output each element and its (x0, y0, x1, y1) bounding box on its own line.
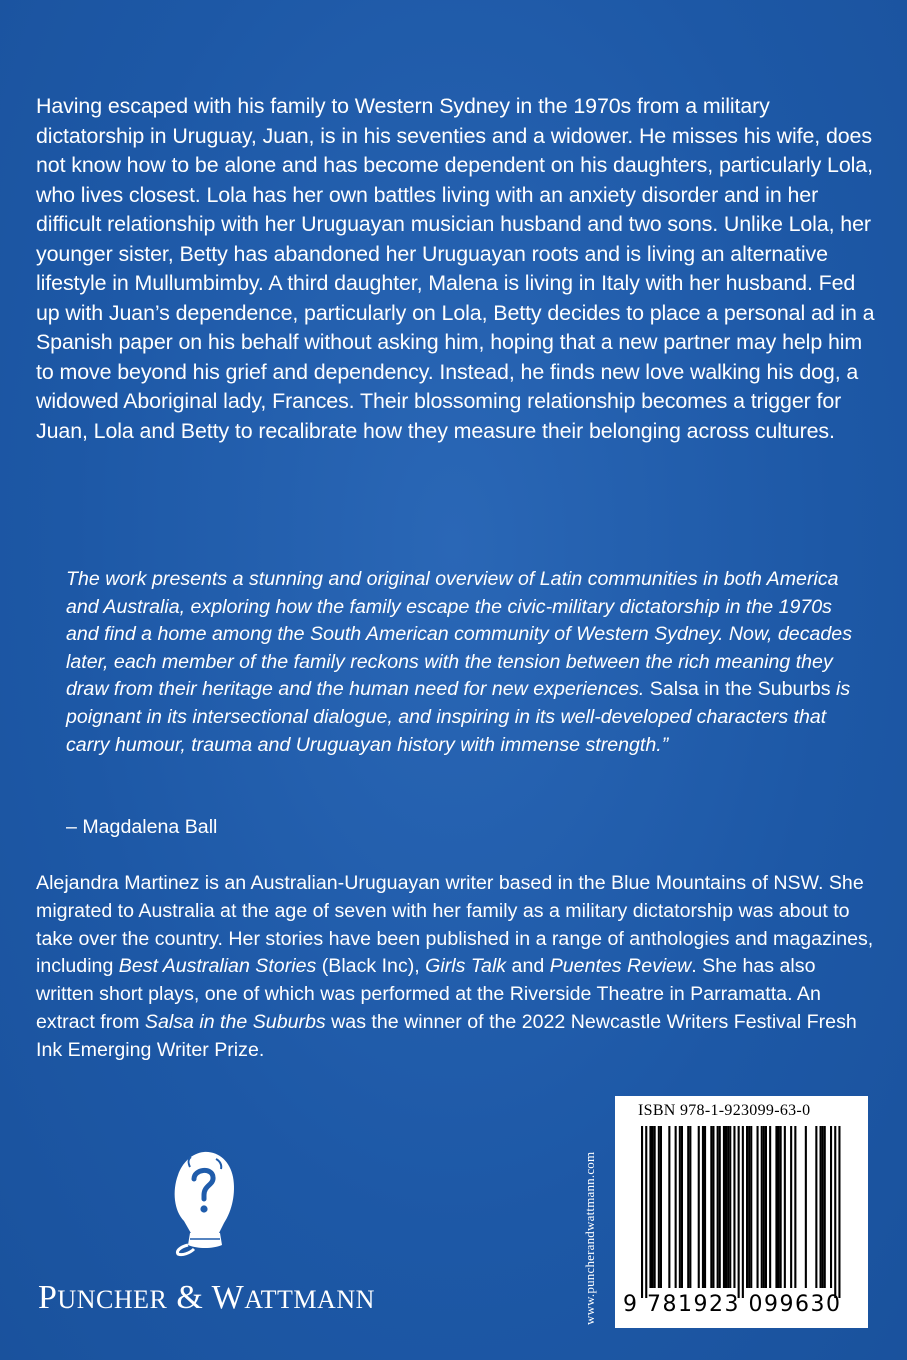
barcode-bar (750, 1126, 752, 1288)
barcode-digits: 9 781923 099630 (623, 1292, 842, 1317)
barcode-bar (834, 1126, 836, 1298)
quote-attribution: – Magdalena Ball (66, 816, 218, 838)
barcode-bar (830, 1126, 832, 1288)
barcode-bar (681, 1126, 683, 1288)
bio-title-2: Girls Talk (425, 955, 507, 978)
barcode-bar (668, 1126, 670, 1288)
bio-title-4: Salsa in the Suburbs (144, 1010, 326, 1033)
barcode-bar (727, 1126, 729, 1288)
barcode-bar (719, 1126, 721, 1288)
quote-text-1: The work presents a stunning and original overview of Latin communities in both America and Australia, exploring how the family escape the civic-military dictatorship in the 1970s and find a home among the South American community of Western Sydney. Now, decades later, each member of the family reckons with the tension between the rich meaning they draw from their heritage and the human need for new experiences. (66, 568, 852, 701)
publisher-website: www.puncherandwattmann.com (582, 1151, 597, 1325)
barcode-bar (702, 1126, 704, 1288)
barcode-bar (769, 1126, 771, 1288)
author-bio (36, 870, 876, 1065)
barcode-bar (717, 1126, 719, 1288)
bio-title-3: Puentes Review (549, 955, 692, 978)
barcode-bar (738, 1126, 740, 1298)
barcode-bar (778, 1126, 780, 1288)
bio-text-1: Alejandra Martinez is an Australian-Uruguayan writer based in the Blue Mountains of NSW. She migrated to Australia at the age of seven with her family as a military dictatorship was about to take over the country. Her stories have been published in a range of anthologies and magazines, including (36, 872, 874, 978)
quote-book-title: Salsa in the Suburbs (649, 678, 831, 701)
barcode-bar (733, 1126, 735, 1288)
quote-text-2: is poignant in its intersectional dialogue, and inspiring in its well-developed characters that carry humour, trauma and Uruguayan history with immense strength.” (66, 678, 851, 756)
bio-title-1: Best Australian Stories (118, 955, 317, 978)
bio-text-5: was the winner of the 2022 Newcastle Writers Festival Fresh Ink Emerging Writer Prize. (36, 1010, 857, 1061)
barcode-bar (675, 1126, 677, 1288)
barcode-bar (761, 1126, 763, 1288)
barcode-bar (712, 1126, 714, 1288)
barcode-bar (660, 1126, 662, 1288)
bio-text-4: . She has also written short plays, one of which was performed at the Riverside Theatre in Parramatta. An extract from (36, 955, 821, 1033)
barcode-bar (824, 1126, 826, 1288)
barcode-bar (658, 1126, 660, 1288)
barcode-bar (790, 1126, 792, 1288)
barcode-bar (784, 1126, 786, 1288)
isbn-label: ISBN 978-1-923099-63-0 (638, 1102, 811, 1119)
back-cover-blurb: Having escaped with his family to Western Sydney in the 1970s from a military dictatorship in Uruguay, Juan, is in his seventies and a widower. He misses his wife, does not know how to be alone and has become dependent on his daughters, particularly Lola, who lives closest. Lola has her own battles living with an anxiety disorder and in her difficult relationship with her Uruguayan musician husband and two sons. Unlike Lola, her younger sister, Betty has abandoned her Uruguayan roots and is living an alternative lifestyle in Mullumbimby. A third daughter, Malena is living in Italy with her husband. Fed up with Juan’s dependence, particularly on Lola, Betty decides to place a personal ad in a Spanish paper on his behalf without asking him, hoping that a new partner may help him to move beyond his grief and dependency. Instead, he finds new love walking his dog, a widowed Aboriginal lady, Frances. Their blossoming relationship becomes a trigger for Juan, Lola and Betty to recalibrate how they measure their belonging across cultures. (36, 94, 875, 443)
barcode-bar (838, 1126, 840, 1298)
barcode-bar (757, 1126, 759, 1288)
barcode-bar (689, 1126, 691, 1288)
barcode-bar (763, 1126, 765, 1288)
barcode-bar (765, 1126, 767, 1288)
bio-text-2: (Black Inc), (316, 955, 426, 978)
isbn-barcode (615, 1096, 868, 1328)
glove-question-icon (166, 1145, 242, 1257)
barcode-bar (815, 1126, 817, 1288)
barcode-bar (652, 1126, 654, 1288)
barcode-bar (641, 1126, 643, 1298)
barcode-bar (649, 1126, 651, 1288)
barcode-bar (746, 1126, 748, 1288)
bio-text-3: and (506, 955, 550, 978)
barcode-bar (729, 1126, 731, 1288)
barcode-bar (820, 1126, 822, 1288)
barcode-bar (748, 1126, 750, 1288)
barcode-bar (723, 1126, 725, 1288)
barcode-bar (687, 1126, 689, 1288)
barcode-bar (725, 1126, 727, 1288)
barcode-bar (704, 1126, 706, 1288)
barcode-bar (679, 1126, 681, 1288)
barcode-bar (822, 1126, 824, 1288)
barcode-bar (805, 1126, 807, 1288)
barcode-bar (710, 1126, 712, 1288)
review-quote (66, 566, 856, 759)
barcode-bar (654, 1126, 656, 1288)
barcode-bar (780, 1126, 782, 1288)
barcode-bar (742, 1126, 744, 1298)
barcode-bar (794, 1126, 796, 1288)
barcode-bar (698, 1126, 700, 1288)
barcode-bar (645, 1126, 647, 1298)
publisher-name: PUNCHER & WATTMANN (38, 1279, 375, 1316)
barcode-bar (775, 1126, 777, 1288)
